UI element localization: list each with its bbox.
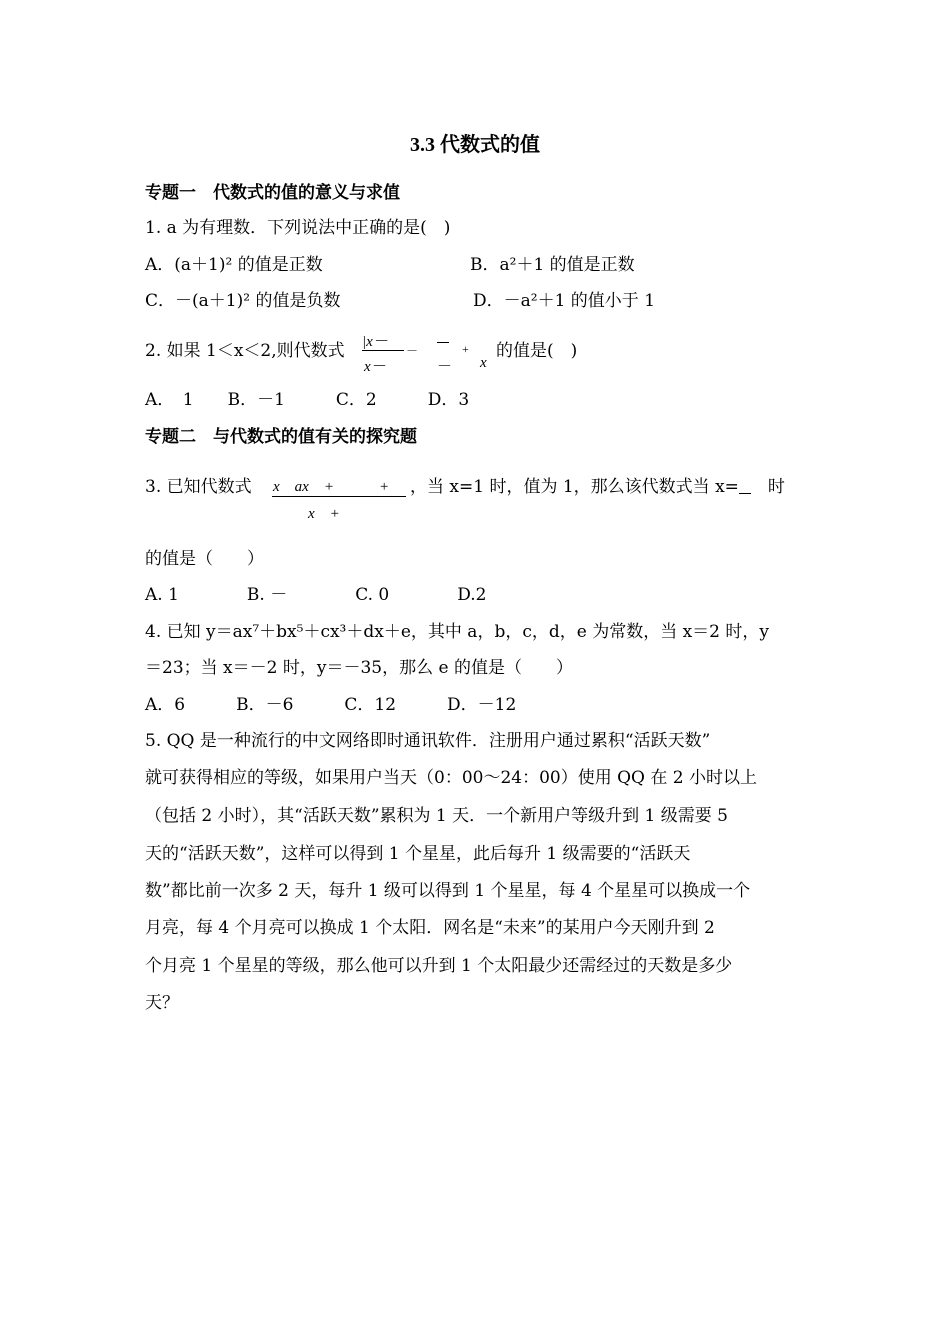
question-3-stem-mid-text: ，当 x=1 时，值为 1，那么该代数式当 x= [410, 477, 739, 497]
question-3-expr-numerator: x ax + + [273, 479, 390, 495]
question-2-options: A． 1 B．－1 C．2 D．3 [145, 390, 470, 410]
question-3-expr-denominator: x + [308, 506, 340, 522]
question-5-line-4: 天的“活跃天数”，这样可以得到 1 个星星，此后每升 1 级需要的“活跃天 [145, 844, 691, 864]
question-1-stem: 1. a 为有理数．下列说法中正确的是( ) [145, 218, 451, 238]
question-5-line-3: （包括 2 小时），其“活跃天数”累积为 1 天．一个新用户等级升到 1 级需要 5 [145, 806, 728, 826]
question-5-line-5: 数”都比前一次多 2 天，每升 1 级可以得到 1 个星星，每 4 个星星可以换成一个 [145, 881, 751, 901]
question-2-expr-denominator: x－ [364, 359, 386, 375]
question-5-line-6: 月亮，每 4 个月亮可以换成 1 个太阳．网名是“未来”的某用户今天刚升到 2 [145, 918, 715, 938]
question-2-expr-part-1: － [406, 344, 419, 358]
question-5-line-8: 天？ [145, 993, 179, 1013]
question-4-options: A．6 B．－6 C．12 D．－12 [145, 695, 517, 715]
question-2-expr-part-3: + [462, 342, 469, 356]
question-3-stem-prefix: 3. 已知代数式 [145, 477, 252, 497]
question-3-options: A. 1 B. － C. 0 D.2 [145, 585, 487, 605]
answer-blank [739, 479, 751, 494]
option-1c: C．－(a＋1)² 的值是负数 [145, 291, 341, 311]
fraction-bar [437, 342, 449, 343]
fraction-bar [272, 496, 406, 497]
option-1a: A．(a＋1)² 的值是正数 [145, 255, 323, 275]
question-2-stem-prefix: 2. 如果 1＜x＜2,则代数式 [145, 341, 345, 361]
fraction-bar [362, 350, 404, 351]
question-5-line-2: 就可获得相应的等级，如果用户当天（0：00～24：00）使用 QQ 在 2 小时以上 [145, 768, 758, 788]
question-3-stem-end: 时 [767, 477, 785, 497]
question-2-expr-numerator: |x－ [362, 334, 388, 350]
question-2-stem-suffix: 的值是( ) [496, 341, 578, 361]
option-1d: D．－a²＋1 的值小于 1 [473, 291, 656, 311]
option-1b: B．a²＋1 的值是正数 [470, 255, 635, 275]
question-1-options-row-2 [145, 290, 655, 312]
question-5-line-1: 5. QQ 是一种流行的中文网络即时通讯软件．注册用户通过累积“活跃天数” [145, 731, 711, 751]
question-1-options-row-1 [145, 254, 635, 276]
question-2-expr-part-2: － [437, 359, 453, 375]
question-5-line-7: 个月亮 1 个星星的等级，那么他可以升到 1 个太阳最少还需经过的天数是多少 [145, 956, 733, 976]
question-3-stem-line-2: 的值是（ ） [145, 549, 264, 569]
page-title: 3.3 代数式的值 [410, 134, 540, 156]
section-heading-2: 专题二 与代数式的值有关的探究题 [145, 427, 417, 447]
question-3-stem-mid [410, 476, 785, 498]
question-4-line-2: ＝23；当 x＝－2 时，y＝－35，那么 e 的值是（ ） [145, 658, 573, 678]
question-2-expr-denominator-2: x [480, 355, 487, 371]
question-4-line-1: 4. 已知 y＝ax⁷＋bx⁵＋cx³＋dx＋e，其中 a，b，c，d，e 为常数，当 x＝2 时，y [145, 622, 770, 642]
section-heading-1: 专题一 代数式的值的意义与求值 [145, 183, 400, 203]
